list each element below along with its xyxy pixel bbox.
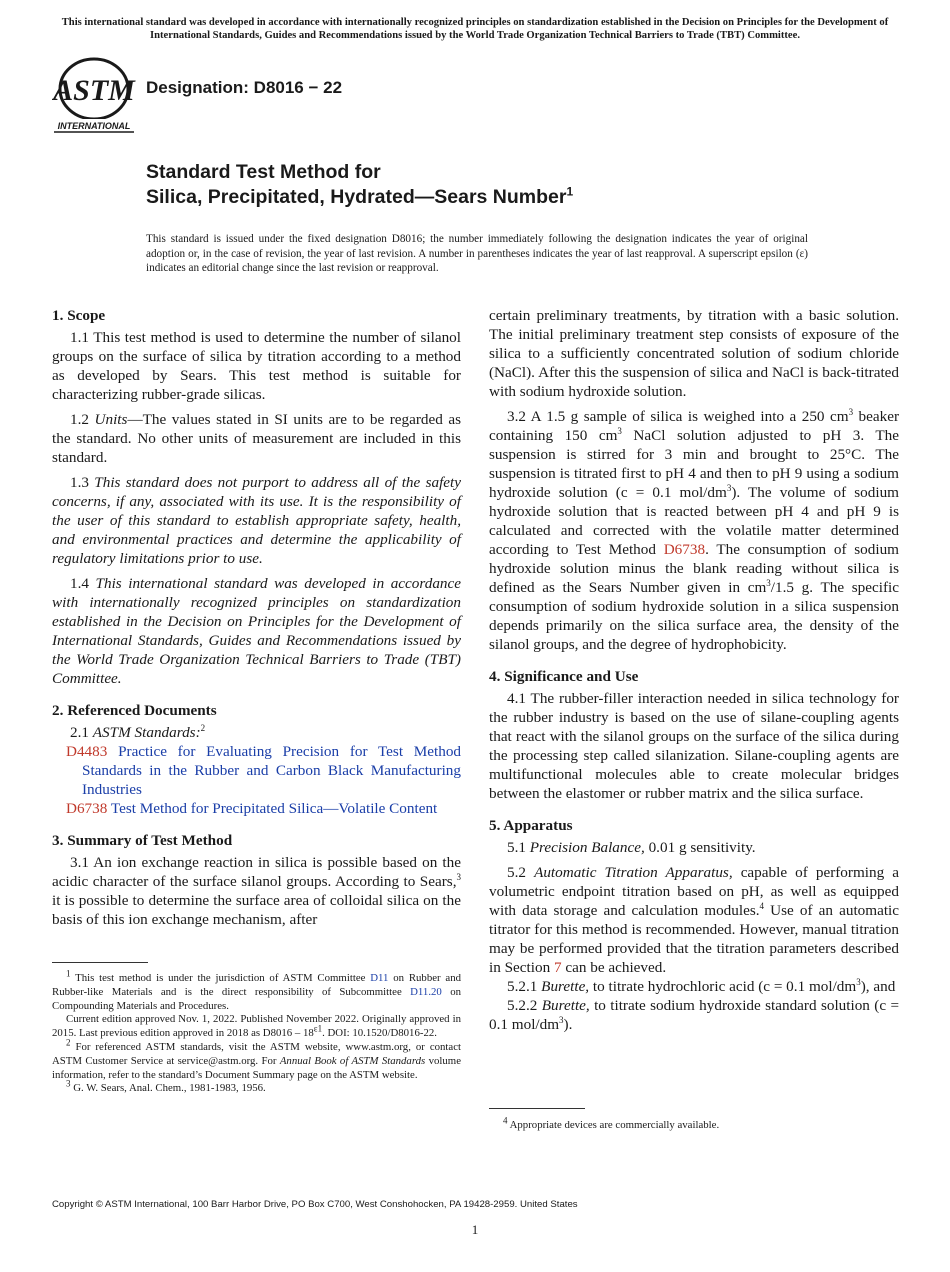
section-heading-significance: 4. Significance and Use bbox=[489, 668, 639, 685]
paragraph-5-2-2: 5.2.2 Burette, to titrate sodium hydroxide standard solution (c = 0.1 mol/$dm^3$). bbox=[489, 997, 900, 1033]
subcommittee-link[interactable]: D11.20 bbox=[410, 985, 442, 998]
footnotes-right bbox=[489, 1115, 899, 1133]
reference-link-d6738[interactable]: D6738 bbox=[663, 541, 706, 558]
paragraph-4-1: 4.1 The rubber-filler interaction needed in silica technology for the rubber industry is based on the use of silane-coupling agents that react with the silanol groups on the surface of the silica during the processing step called silanization. Silane-coupling agents are multifunctional molecules able to create molecular bridges between the elastomer or rubber matrix and the silica surface. bbox=[489, 690, 899, 802]
footnote-4: $^4$ Appropriate devices are commercially available. bbox=[503, 1115, 720, 1131]
paragraph-3-1: 3.1 An ion exchange reaction in silica is possible based on the acidic character of the surface silanol groups. According to Sears,$^3$ it is possible to determine the surface area of colloidal silica on the basis of this ion exchange mechanism, after bbox=[52, 854, 461, 928]
reference-code-link[interactable]: D6738 bbox=[66, 800, 108, 817]
footnote-1-edition: Current edition approved Nov. 1, 2022. Published November 2022. Originally approved in 2015. Last previous edition approved in 2018 as $D8016 - 18^{\varepsilon 1}$. DOI: 10.1520/D8016-22. bbox=[52, 1013, 461, 1040]
section-link-7[interactable]: 7 bbox=[553, 959, 562, 976]
paragraph-2-1: 2.1 ASTM Standards:$^2$ bbox=[70, 722, 206, 741]
right-column bbox=[489, 306, 899, 1040]
svg-text:INTERNATIONAL: INTERNATIONAL bbox=[57, 121, 131, 131]
reference-code-link[interactable]: D4483 bbox=[66, 743, 108, 760]
footnote-1: $^1$ This test method is under the jurisdiction of ASTM Committee D11 on Rubber and Rubber-like Materials and is the direct responsibility of Subcommittee D11.20 on Compounding Materials and Procedures. bbox=[52, 968, 461, 1012]
astm-logo-icon bbox=[52, 56, 136, 134]
paragraph-1-2: 1.2 Units—The values stated in SI units are to be regarded as the standard. No other units of measurement are included in this standard. bbox=[52, 411, 462, 466]
footnote-divider-left bbox=[52, 962, 148, 963]
footnotes-left bbox=[52, 968, 461, 1096]
footnote-ref-4[interactable]: 4 bbox=[759, 900, 765, 911]
committee-link[interactable]: D11 bbox=[370, 972, 389, 984]
document-title bbox=[146, 160, 573, 210]
paragraph-5-2: 5.2 Automatic Titration Apparatus, capable of performing a volumetric endpoint titration based on pH, as well as equipped with data storage and calculation modules.$^4$ Use of an automatic titrator for this method is recommended. However, manual titration may be performed provided that the titration parameters described in Section 7 can be achieved. bbox=[489, 864, 899, 976]
reference-item[interactable] bbox=[52, 742, 461, 799]
footnote-ref-3[interactable]: 3 bbox=[456, 871, 461, 882]
section-heading-summary: 3. Summary of Test Method bbox=[52, 832, 233, 849]
designation: Designation: D8016 − 22 bbox=[146, 78, 343, 97]
paragraph-3-1-continued: certain preliminary treatments, by titration with a basic solution. The initial preliminary treatment step consists of exposure of the silica to a sufficiently concentrated solution of sodium chloride (NaCl). After this the suspension of silica and NaCl is back-titrated with sodium hydroxide solution. bbox=[489, 307, 899, 400]
svg-text:ASTM: ASTM bbox=[53, 74, 135, 107]
footnote-2: $^2$ For referenced ASTM standards, visit the ASTM website, www.astm.org, or contact ASTM Customer Service at service@astm.org. For Annual Book of ASTM Standards volume information, refer to the standard’s Document Summary page on the ASTM website. bbox=[52, 1037, 461, 1081]
reference-title-link[interactable]: Test Method for Precipitated Silica—Volatile Content bbox=[110, 800, 438, 817]
section-heading-referenced-documents: 2. Referenced Documents bbox=[52, 702, 217, 719]
title-line-1: Standard Test Method for bbox=[146, 161, 381, 183]
paragraph-1-1: 1.1 This test method is used to determine the number of silanol groups on the surface of silica by titration according to a method as developed by Sears. This test method is suitable for characterizing rubber-grade silicas. bbox=[52, 329, 461, 403]
top-notice: This international standard was developed in accordance with internationally recognized principles on standardization established in the Decision on Principles for the Development of International Standards, Guides and Recommendations issued by the World Trade Organization Technical Barriers to Trade (TBT) Committee. bbox=[61, 17, 889, 41]
footnote-3: $^3$ G. W. Sears, Anal. Chem., 1981-1983, 1956. bbox=[66, 1078, 266, 1095]
footnote-divider-right bbox=[489, 1108, 585, 1109]
paragraph-5-1: 5.1 Precision Balance, 0.01 g sensitivity. bbox=[507, 839, 756, 856]
paragraph-5-2-1: 5.2.1 Burette, to titrate hydrochloric acid (c = 0.1 mol/$dm^3$), and bbox=[507, 976, 896, 995]
paragraph-1-3: 1.3 This standard does not purport to address all of the safety concerns, if any, associated with its use. It is the responsibility of the user of this standard to establish appropriate safety, health, and environmental practices and determine the applicability of regulatory limitations prior to use. bbox=[52, 474, 461, 567]
left-column bbox=[52, 306, 461, 935]
paragraph-1-4: 1.4 This international standard was developed in accordance with internationally recognized principles on standardization established in the Decision on Principles for the Development of International Standards, Guides and Recommendations issued by the World Trade Organization Technical Barriers to Trade (TBT) Committee. bbox=[52, 575, 461, 687]
paragraph-3-2: 3.2 A 1.5 g sample of silica is weighed into a 250 $cm^3$ beaker containing 150 $cm^3$ NaCl solution adjusted to pH 3. The suspension is stirred for 3 min and brought to 25°C. The suspension is titrated first to pH 4 and then to pH 9 using a sodium hydroxide solution (c = 0.1 mol/$dm^3$). The volume of sodium hydroxide solution that is reacted between pH 4 and pH 9 is calculated and corrected with the volatile matter determined according to Test Method D6738. The consumption of sodium hydroxide solution minus the blank reading without silica is defined as the Sears Number given in $cm^3/1.5$ g. The specific consumption of sodium hydroxide solution in a silica suspension depends primarily on the silica surface area, the density of the silanol groups, and the degree of hydrophobicity. bbox=[489, 406, 900, 653]
section-heading-apparatus: 5. Apparatus bbox=[489, 817, 573, 834]
title-line-2: Silica, Precipitated, Hydrated—Sears Number$^1$ bbox=[146, 184, 574, 208]
section-heading-scope: 1. Scope bbox=[52, 307, 106, 324]
reference-title-link[interactable]: Practice for Evaluating Precision for Test Method Standards in the Rubber and Carbon Black Manufacturing Industries bbox=[82, 743, 462, 798]
title-footnote-ref[interactable]: 1 bbox=[566, 184, 574, 199]
issue-note: This standard is issued under the fixed designation D8016; the number immediately following the designation indicates the year of original adoption or, in the case of revision, the year of last revision. A number in parentheses indicates the year of last reapproval. A superscript epsilon (ε) indicates an editorial change since the last revision or reapproval. bbox=[146, 233, 808, 275]
astm-logo bbox=[52, 56, 136, 134]
page-number: 1 bbox=[471, 1222, 479, 1237]
copyright-notice: Copyright © ASTM International, 100 Barr Harbor Drive, PO Box C700, West Conshohocken, PA 19428-2959. United States bbox=[52, 1199, 578, 1210]
reference-item[interactable] bbox=[52, 799, 461, 818]
